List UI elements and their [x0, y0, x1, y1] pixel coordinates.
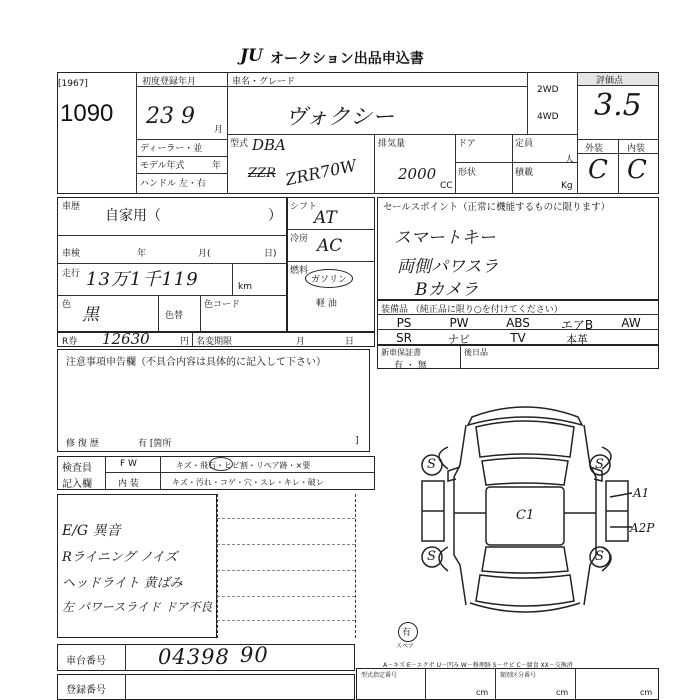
name-change-month: 月: [296, 337, 306, 347]
shift-value: AT: [314, 208, 337, 228]
type-strike: ZZR: [248, 166, 276, 181]
diagram-mark-s3: S: [427, 549, 436, 564]
handle-label: ハンドル 左・右: [140, 179, 206, 189]
mileage-value: 13万1千119: [86, 269, 199, 290]
interior-label: 内装: [627, 144, 646, 154]
model-year-suffix: 年: [212, 161, 222, 171]
type-value: DBA: [252, 136, 286, 154]
entry-label: 記入欄: [62, 479, 92, 490]
name-change-label: 名変期限: [196, 337, 233, 347]
lot-number: 1090: [60, 100, 114, 127]
fuel-diesel: 軽 油: [316, 299, 337, 309]
note-line-2: Rライニング ノイズ: [62, 550, 178, 565]
small-left-label: 型式指定番号: [361, 672, 398, 679]
cc-unit: CC: [440, 181, 453, 191]
drive-2wd: 2WD: [537, 85, 559, 95]
sales-line-1: スマートキー: [394, 228, 496, 248]
diagram-mark-s2: S: [595, 457, 604, 472]
displacement-value: 2000: [398, 165, 437, 183]
inspection-label: 車検: [62, 249, 81, 259]
fw-items: キズ・飛石・ヒビ割・リペア跡・×要: [176, 461, 311, 470]
usage-value: 自家用（: [105, 208, 161, 224]
recycle-value: 12630: [102, 330, 150, 348]
usage-close: ）: [268, 208, 282, 224]
code-label: [1967]: [58, 79, 88, 89]
capacity-unit: 人: [565, 155, 575, 165]
exterior-label: 外装: [585, 144, 604, 154]
repair-value: 有 [箇所: [138, 439, 172, 449]
equip-navi: ナビ: [448, 333, 470, 346]
warranty-value: 有 ・ 無: [394, 361, 427, 371]
ju-logo: JU: [240, 46, 263, 66]
equip-aw: AW: [621, 316, 641, 330]
capacity-label: 定員: [515, 139, 534, 149]
dealer-label: ディーラー・並: [140, 144, 203, 154]
inspector-label: 検査員: [62, 463, 92, 474]
color-change-label: 色替: [165, 311, 184, 321]
diagram-mark-s1: S: [427, 457, 436, 472]
unit-cm-3: cm: [640, 688, 653, 697]
type-label: 型式: [230, 139, 249, 149]
equip-label: 装備品 （純正品に限り○を付けてください）: [381, 305, 563, 315]
door-label: ドア: [458, 139, 476, 149]
header: [240, 46, 480, 68]
equip-airbag: エアB: [560, 318, 594, 332]
equip-abs: ABS: [506, 316, 530, 330]
small-right-label: 類別区分番号: [500, 672, 537, 679]
circle-mark: [209, 457, 233, 471]
model-year-label: モデル年式: [140, 161, 185, 171]
after-label: 後日品: [464, 348, 488, 357]
interior-inspect-label: 内 装: [118, 479, 139, 489]
repair-close: ]: [355, 436, 359, 446]
notes-label: 注意事項申告欄（不具合内容は具体的に記入して下さい）: [66, 357, 326, 368]
unit-cm-1: cm: [476, 688, 489, 697]
first-reg-value: 23 9: [146, 104, 195, 129]
interior-items: キズ・汚れ・コゲ・穴・スレ・キレ・破レ: [172, 478, 324, 487]
mileage-unit: km: [238, 282, 252, 292]
equip-sr: SR: [396, 331, 412, 345]
equip-tv: TV: [510, 331, 526, 345]
car-name-label: 車名・グレード: [232, 77, 296, 87]
note-line-4: 左 パワースライド ドア不良: [62, 600, 213, 614]
load-unit: Kg: [561, 181, 573, 191]
recycle-label: R券: [62, 337, 78, 347]
name-change-day: 日: [345, 337, 355, 347]
fuel-label: 燃料: [290, 266, 309, 276]
recycle-unit: 円: [180, 337, 190, 347]
equip-pw: PW: [449, 316, 469, 330]
sales-line-2: 両側パワスラ: [397, 257, 499, 277]
spare-yes: 有: [402, 628, 412, 638]
repair-label: 修 復 歴: [66, 439, 99, 449]
rating-label: 評価点: [596, 76, 624, 86]
note-line-3: ヘッドライト 黄ばみ: [62, 576, 183, 591]
spare-label: スペア: [396, 643, 415, 650]
month-suffix: 月: [214, 125, 224, 135]
note-line-1: E/G 異音: [62, 523, 121, 539]
handwritten-area: [57, 494, 217, 638]
inspection-month: 月(: [198, 249, 211, 259]
fuel-gasoline: ガソリン: [305, 269, 353, 288]
sales-label: セールスポイント（正常に機能するものに限ります）: [383, 202, 611, 213]
damage-legend: A－キズ E－エクボ U－凹み W－修理跡 S－サビ C－腐食 XX－交換済: [383, 662, 573, 669]
diagram-mark-c1: C1: [516, 508, 535, 523]
interior-value: C: [627, 155, 647, 185]
color-label: 色: [62, 300, 72, 310]
color-code-label: 色コード: [204, 300, 241, 310]
ac-value: AC: [317, 236, 343, 256]
load-label: 積載: [515, 168, 534, 178]
mileage-label: 走行: [62, 269, 81, 279]
warranty-label: 新車保証書: [381, 348, 421, 357]
diagram-mark-s4: S: [595, 549, 604, 564]
first-reg-label: 初度登録年月: [142, 77, 197, 87]
inspection-day: 日): [264, 249, 277, 259]
exterior-value: C: [588, 155, 608, 185]
displacement-label: 排気量: [378, 139, 406, 149]
form-title: オークション出品申込書: [270, 51, 424, 67]
reg-label: 登録番号: [66, 685, 106, 696]
type-value2: ZRR70W: [283, 155, 359, 190]
usage-label: 車歴: [62, 202, 81, 212]
annot-a1: A1: [633, 486, 650, 500]
sales-line-3: Bカメラ: [415, 280, 479, 300]
shape-label: 形状: [458, 168, 477, 178]
ac-label: 冷房: [290, 234, 309, 244]
annot-a2p: A2P: [630, 521, 655, 535]
unit-cm-2: cm: [556, 688, 569, 697]
equip-leather: 本革: [566, 333, 588, 346]
shift-label: シフト: [290, 202, 318, 212]
inspection-year: 年: [137, 249, 147, 259]
drive-4wd: 4WD: [537, 112, 559, 122]
chassis-value: 04398: [158, 645, 230, 669]
chassis-value-tail: 90: [240, 643, 269, 667]
color-value: 黒: [82, 305, 99, 325]
equip-ps: PS: [396, 316, 412, 330]
chassis-label: 車台番号: [66, 656, 106, 667]
rating-value: 3.5: [594, 88, 642, 123]
fw-label: F W: [120, 459, 137, 469]
car-name-value: ヴォクシー: [285, 105, 395, 130]
